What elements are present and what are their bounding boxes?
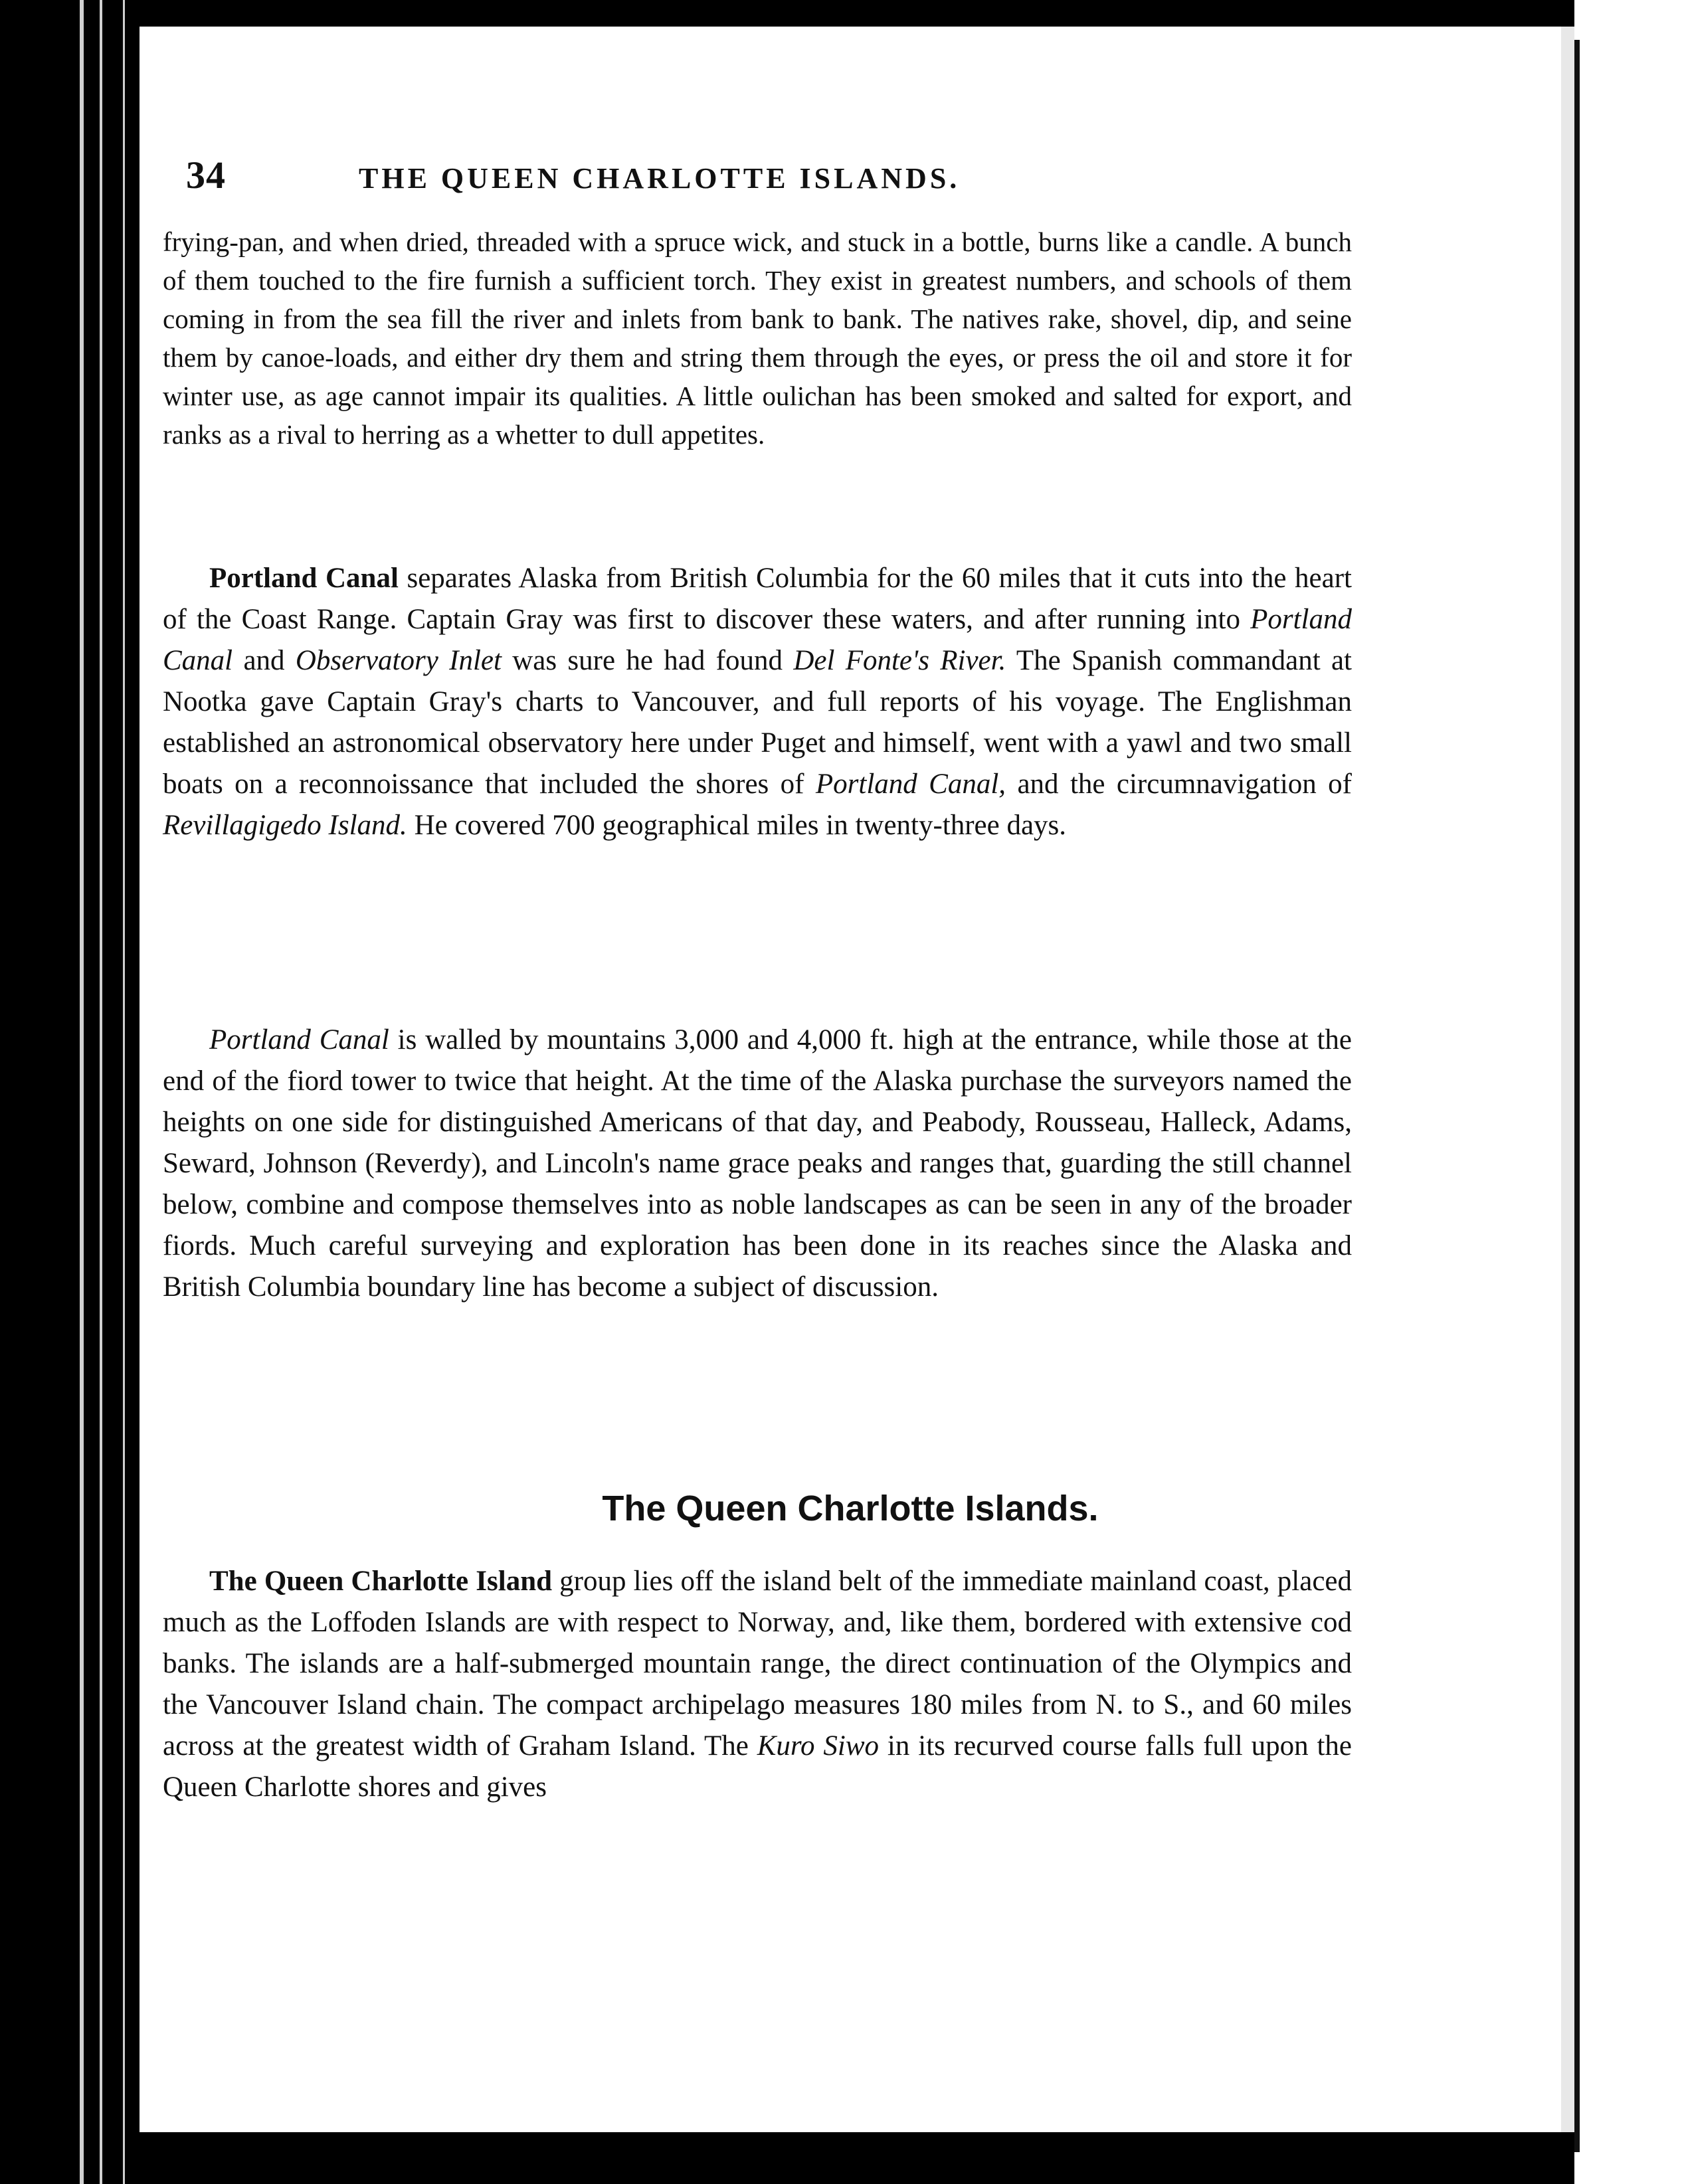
text-run: The Spanish commandant at Nootka gave Captain Gray's charts to Vancouver, and full reports of his voyage. The Englishman established an astronomical observatory here under Puget and himself, went with a yawl and two small boats on a reconnoissance that included the shores of [163,645,1352,800]
paragraph-portland-canal [163,558,1352,846]
paragraph-text [163,1020,1352,1308]
facing-page-edge [1574,0,1682,2184]
text-run: He covered 700 geographical miles in twenty-three days. [407,810,1067,841]
italic-place-name: Portland Canal, [815,769,1006,800]
bold-lead: Portland Canal [209,563,399,594]
book-page [140,27,1561,2132]
italic-place-name: Del Fonte's River. [793,645,1006,676]
binding-rule [100,0,102,2184]
binding-rule [123,0,125,2184]
text-run: was sure he had found [501,645,794,676]
text-run: separates Alaska from British Columbia for the 60 miles that it cuts into the heart of the Coast Range. Captain Gray was first to discover these waters, and after running into [163,563,1352,635]
text-run: and [233,645,296,676]
paragraph-text [163,1561,1352,1808]
paragraph-text: frying-pan, and when dried, threaded with a spruce wick, and stuck in a bottle, burns like a candle. A bunch of them touched to the fire furnish a sufficient torch. They exist in greatest numbers, and schools of them coming in from the sea fill the river and inlets from bank to bank. The natives rake, shovel, dip, and seine them by canoe-loads, and either dry them and string them through the eyes, or press the oil and store it for winter use, as age cannot impair its qualities. A little oulichan has been smoked and salted for export, and ranks as a rival to herring as a whetter to dull appetites. [163,227,1352,450]
italic-place-name: Portland Canal [163,604,1352,676]
bold-lead: The Queen Charlotte Island [209,1566,553,1597]
text-run: is walled by mountains 3,000 and 4,000 ft. high at the entrance, while those at the end of the fiord tower to twice that height. At the time of the Alaska purchase the surveyors named the heights on one side for distinguished Americans of that day, and Peabody, Rousseau, Halleck, Adams, Seward, Johnson (Reverdy), and Lincoln's name grace peaks and ranges that, guarding the still channel below, combine and compose themselves into as noble landscapes as can be seen in any of the broader fiords. Much careful surveying and exploration has been done in its reaches since the Alaska and British Columbia boundary line has become a subject of discussion. [163,1024,1352,1303]
page-header [186,153,1355,197]
text-run: in its recurved course falls full upon the Queen Charlotte shores and gives [163,1730,1352,1803]
paragraph-queen-charlotte [163,1561,1352,1808]
text-run: group lies off the island belt of the immediate mainland coast, placed much as the Loffoden Islands are with respect to Norway, and, like them, bordered with extensive cod banks. The islands are a half-submerged mountain range, the direct continuation of the Olympics and the Vancouver Island chain. The compact archipelago measures 180 miles from N. to S., and 60 miles across at the greatest width of Graham Island. The [163,1566,1352,1762]
section-heading: The Queen Charlotte Islands. [602,1489,1099,1528]
italic-term: Kuro Siwo [757,1730,880,1762]
paragraph-text [163,558,1352,846]
italic-place-name: Portland Canal [209,1024,389,1055]
paragraph-oulichan [163,223,1352,454]
scan-binding-edge [0,0,140,2184]
paragraph-mountains [163,1020,1352,1308]
running-head: THE QUEEN CHARLOTTE ISLANDS. [359,162,961,195]
facing-page-rule [1574,40,1580,2152]
page-gutter [1561,27,1574,2132]
binding-rule [80,0,84,2184]
italic-place-name: Observatory Inlet [295,645,502,676]
page-number: 34 [186,153,226,197]
text-run: and the circumnavigation of [1006,769,1352,800]
italic-place-name: Revillagigedo Island. [163,810,407,841]
